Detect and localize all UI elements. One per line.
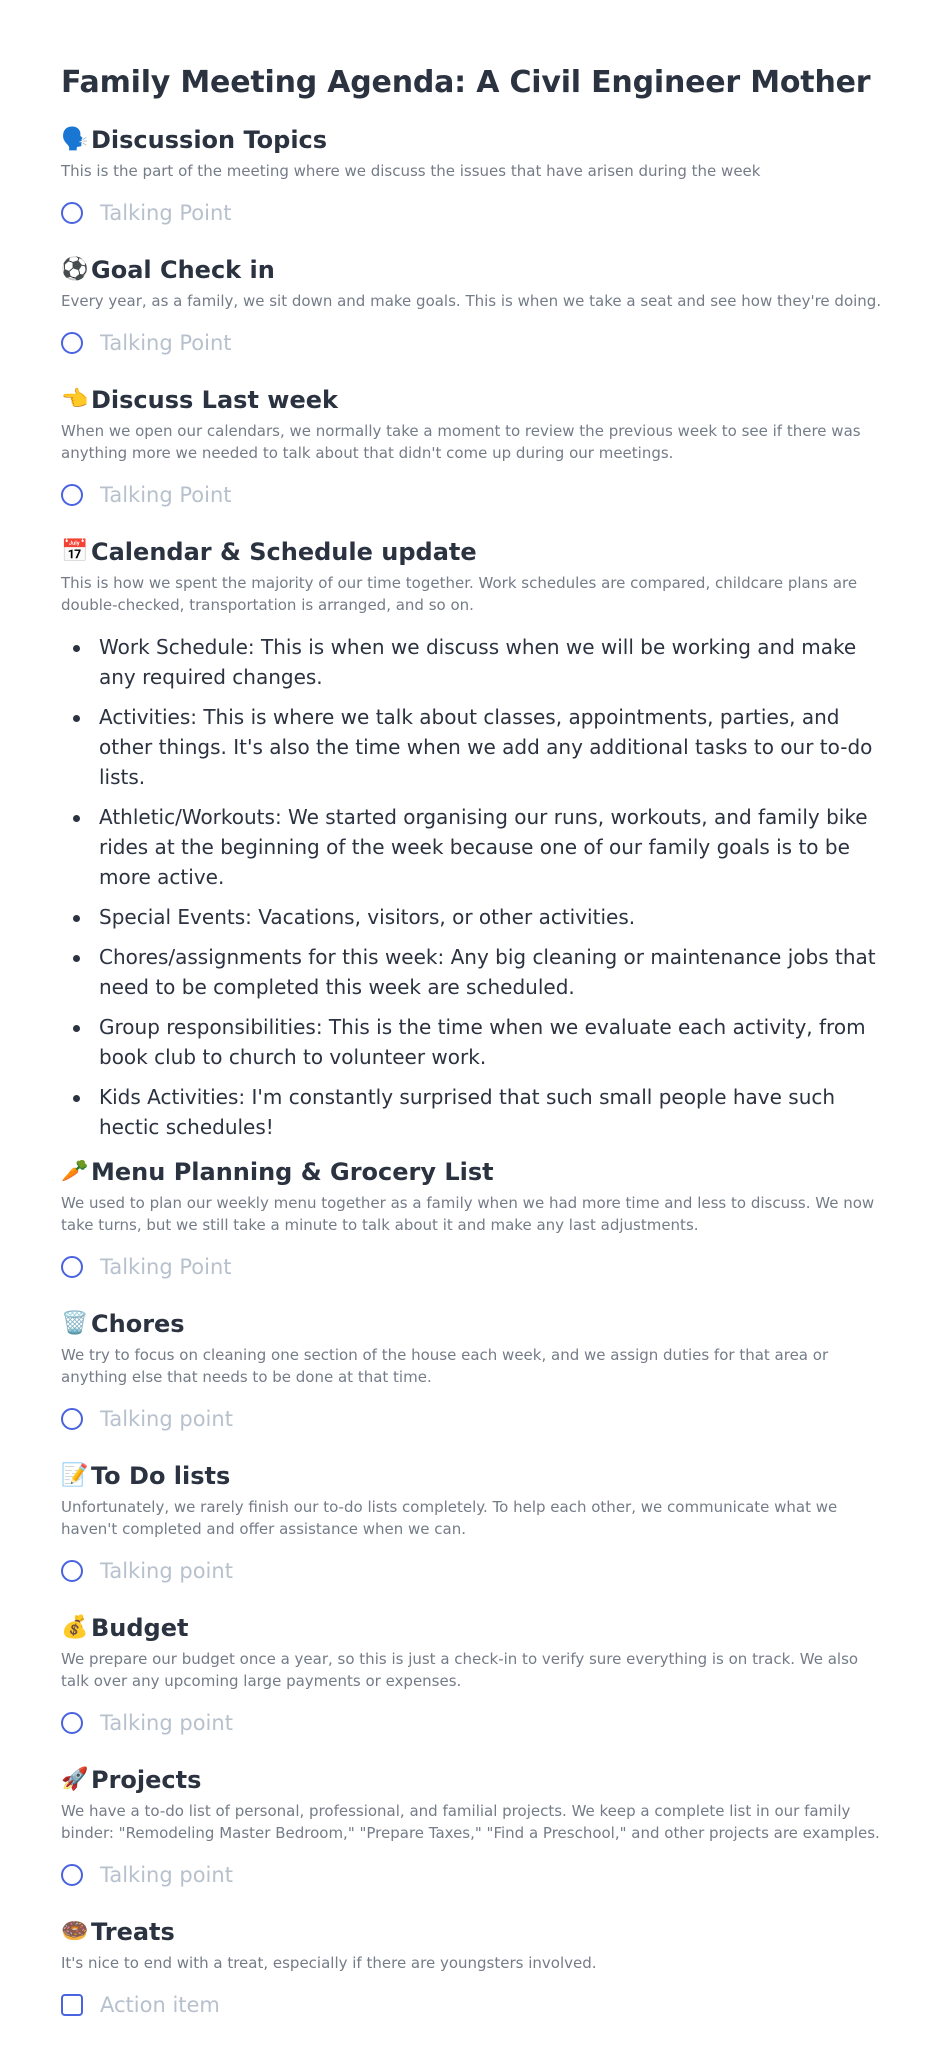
list-item: Activities: This is where we talk about classes, appointments, parties, and other things. It's also the time when we add any additional tasks to our to-do lists. (99, 702, 882, 792)
section-heading-text: To Do lists (91, 1462, 231, 1490)
talking-point-item[interactable] (61, 328, 882, 358)
section-description: When we open our calendars, we normally take a moment to review the previous week to see if there was anything more we needed to talk about that didn't come up during our meetings. (61, 422, 861, 462)
section-heading (61, 254, 882, 286)
agenda-section (61, 1156, 882, 1282)
list-item: Work Schedule: This is when we discuss when we will be working and make any required changes. (99, 632, 882, 692)
agenda-section (61, 384, 882, 510)
agenda-section (61, 1916, 882, 2020)
radio-circle-icon[interactable] (61, 1864, 83, 1886)
agenda-section (61, 536, 882, 1142)
section-description: Every year, as a family, we sit down and make goals. This is when we take a seat and see how they're doing. (61, 292, 882, 310)
talking-point-placeholder[interactable]: Talking point (100, 1559, 233, 1583)
talking-point-item[interactable] (61, 1860, 882, 1890)
radio-circle-icon[interactable] (61, 1560, 83, 1582)
section-heading-text: Goal Check in (91, 256, 275, 284)
sections-container (61, 124, 882, 2020)
talking-point-item[interactable] (61, 198, 882, 228)
agenda-section (61, 254, 882, 358)
radio-circle-icon[interactable] (61, 484, 83, 506)
radio-circle-icon[interactable] (61, 332, 83, 354)
calendar-icon: 📅 (61, 539, 89, 564)
agenda-section (61, 1764, 882, 1890)
list-item: Group responsibilities: This is the time when we evaluate each activity, from book club to church to volunteer work. (99, 1012, 882, 1072)
talking-point-item[interactable] (61, 1252, 882, 1282)
section-description: We used to plan our weekly menu together as a family when we had more time and less to discuss. We now take turns, but we still take a minute to talk about it and make any last adjustments. (61, 1194, 875, 1234)
talking-point-item[interactable] (61, 1556, 882, 1586)
list-item: Athletic/Workouts: We started organising our runs, workouts, and family bike rides at the beginning of the week because one of our family goals is to be more active. (99, 802, 882, 892)
section-description: We prepare our budget once a year, so this is just a check-in to verify sure everything is on track. We also talk over any upcoming large payments or expenses. (61, 1650, 859, 1690)
checkbox-icon[interactable] (61, 1994, 83, 2016)
list-item: Chores/assignments for this week: Any big cleaning or maintenance jobs that need to be completed this week are scheduled. (99, 942, 882, 1002)
talking-point-placeholder[interactable]: Talking Point (100, 1255, 232, 1279)
section-heading-text: Discuss Last week (91, 386, 338, 414)
section-heading (61, 1308, 882, 1340)
section-heading (61, 384, 882, 416)
section-heading (61, 124, 882, 156)
talking-point-placeholder[interactable]: Talking point (100, 1407, 233, 1431)
carrot-icon: 🥕 (61, 1159, 89, 1184)
agenda-section (61, 1460, 882, 1586)
radio-circle-icon[interactable] (61, 1712, 83, 1734)
radio-circle-icon[interactable] (61, 1408, 83, 1430)
section-description: Unfortunately, we rarely finish our to-do lists completely. To help each other, we communicate what we haven't completed and offer assistance when we can. (61, 1498, 838, 1538)
section-heading (61, 1612, 882, 1644)
section-heading-text: Projects (91, 1766, 202, 1794)
action-item[interactable] (61, 1990, 882, 2020)
section-heading-text: Budget (91, 1614, 189, 1642)
section-heading (61, 1764, 882, 1796)
talking-point-placeholder[interactable]: Talking point (100, 1711, 233, 1735)
talking-point-item[interactable] (61, 1404, 882, 1434)
pointing-hand-icon: 👈 (61, 387, 89, 412)
section-heading-text: Calendar & Schedule update (91, 538, 477, 566)
section-heading (61, 1460, 882, 1492)
donut-icon: 🍩 (61, 1919, 89, 1944)
memo-icon: 📝 (61, 1463, 89, 1488)
talking-point-item[interactable] (61, 1708, 882, 1738)
agenda-section (61, 1308, 882, 1434)
section-heading-text: Discussion Topics (91, 126, 328, 154)
page-title: Family Meeting Agenda: A Civil Engineer Mother (61, 65, 871, 100)
money-bag-icon: 💰 (61, 1615, 89, 1640)
section-heading-text: Chores (91, 1310, 185, 1338)
section-heading (61, 1156, 882, 1188)
section-description: We try to focus on cleaning one section of the house each week, and we assign duties for that area or anything else that needs to be done at that time. (61, 1346, 829, 1386)
speaking-head-icon: 🗣️ (61, 127, 89, 152)
agenda-section (61, 124, 882, 228)
list-item: Special Events: Vacations, visitors, or other activities. (99, 902, 882, 932)
section-description: We have a to-do list of personal, professional, and familial projects. We keep a complete list in our family binder: "Remodeling Master Bedroom," "Prepare Taxes," "Find a Preschool," and other projects are examples. (61, 1802, 880, 1842)
section-heading (61, 536, 882, 568)
section-description: It's nice to end with a treat, especially if there are youngsters involved. (61, 1954, 597, 1972)
section-heading-text: Treats (91, 1918, 175, 1946)
bullet-list (61, 632, 882, 1142)
agenda-section (61, 1612, 882, 1738)
talking-point-placeholder[interactable]: Talking Point (100, 483, 232, 507)
talking-point-placeholder[interactable]: Talking Point (100, 201, 232, 225)
soccer-ball-icon: ⚽ (61, 257, 89, 282)
talking-point-item[interactable] (61, 480, 882, 510)
radio-circle-icon[interactable] (61, 1256, 83, 1278)
wastebasket-icon: 🗑️ (61, 1311, 89, 1336)
section-description: This is how we spent the majority of our time together. Work schedules are compared, childcare plans are double-checked, transportation is arranged, and so on. (61, 574, 858, 614)
list-item: Kids Activities: I'm constantly surprised that such small people have such hectic schedules! (99, 1082, 882, 1142)
section-heading-text: Menu Planning & Grocery List (91, 1158, 494, 1186)
rocket-icon: 🚀 (61, 1767, 89, 1792)
talking-point-placeholder[interactable]: Talking Point (100, 331, 232, 355)
action-item-placeholder[interactable]: Action item (100, 1993, 220, 2017)
section-heading (61, 1916, 882, 1948)
radio-circle-icon[interactable] (61, 202, 83, 224)
section-description: This is the part of the meeting where we discuss the issues that have arisen during the week (61, 162, 761, 180)
talking-point-placeholder[interactable]: Talking point (100, 1863, 233, 1887)
